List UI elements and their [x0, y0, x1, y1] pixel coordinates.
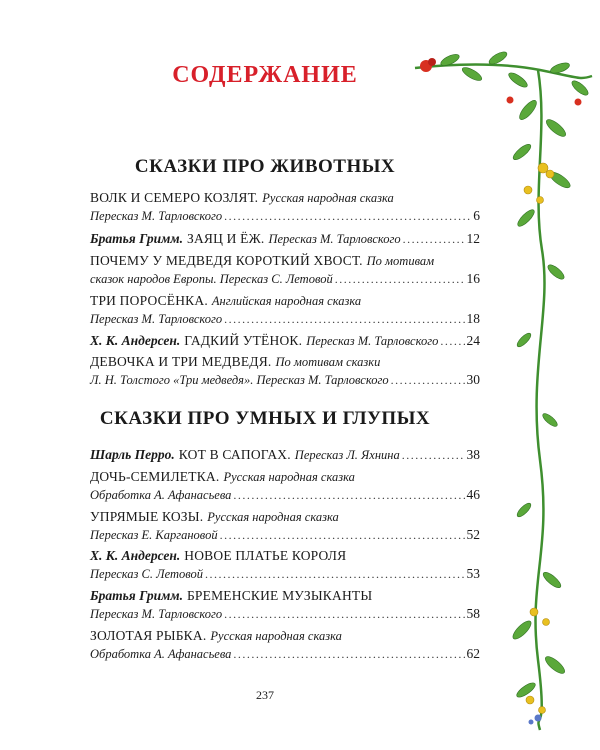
entry-author: Братья Гримм.: [90, 588, 183, 603]
entry-page: 18: [466, 311, 480, 326]
entry-author: Шарль Перро.: [90, 447, 175, 462]
entry-title: ПОЧЕМУ У МЕДВЕДЯ КОРОТКИЙ ХВОСТ.: [90, 253, 363, 268]
entry-line2: Пересказ М. Тарловского: [90, 312, 223, 326]
entry-line2: Л. Н. Толстого «Три медведя». Пересказ М. Тарловского: [90, 373, 389, 387]
entry-page: 62: [466, 646, 480, 661]
entry-page: 52: [466, 527, 480, 542]
entry-line2: сказок народов Европы. Пересказ С. Летовой: [90, 272, 333, 286]
entry-page: 30: [466, 372, 480, 387]
entry-line2: Пересказ Е. Каргановой: [90, 528, 218, 542]
entry-page: 46: [466, 487, 480, 502]
entry-author: Х. К. Андерсен.: [90, 548, 181, 563]
entry-page: 16: [466, 271, 480, 286]
entry-title: ЗАЯЦ И ЁЖ.: [186, 231, 265, 246]
entry-page: 53: [466, 566, 480, 581]
entry-title: КОТ В САПОГАХ.: [178, 447, 291, 462]
entry-author: Братья Гримм.: [90, 231, 183, 246]
page-number: 237: [256, 688, 274, 702]
entry-title: БРЕМЕНСКИЕ МУЗЫКАНТЫ: [186, 588, 373, 603]
entry-page: 12: [466, 231, 480, 246]
section-heading-animals: СКАЗКИ ПРО ЖИВОТНЫХ: [134, 156, 396, 177]
entry-title: ТРИ ПОРОСЁНКА.: [90, 293, 208, 308]
entry-title: ГАДКИЙ УТЁНОК.: [184, 333, 303, 348]
entry-title: ДОЧЬ-СЕМИЛЕТКА.: [90, 469, 220, 484]
entry-subtitle: Пересказ Л. Яхнина: [294, 448, 400, 462]
section-heading-smart-foolish: СКАЗКИ ПРО УМНЫХ И ГЛУПЫХ: [99, 408, 431, 429]
entry-title: НОВОЕ ПЛАТЬЕ КОРОЛЯ: [184, 548, 347, 563]
entry-title: ДЕВОЧКА И ТРИ МЕДВЕДЯ.: [90, 354, 272, 369]
entry-line2: Обработка А. Афанасьева: [90, 647, 232, 661]
yellow-flower-icon: [524, 163, 554, 714]
entry-subtitle: Русская народная сказка: [210, 629, 342, 643]
entry-subtitle: Пересказ М. Тарловского: [306, 334, 439, 348]
entry-page: 58: [466, 606, 480, 621]
entry-subtitle: Русская народная сказка: [223, 470, 355, 484]
entry-subtitle: По мотивам: [366, 254, 435, 268]
entry-page: 38: [466, 447, 480, 462]
entry-title: УПРЯМЫЕ КОЗЫ.: [90, 509, 204, 524]
vine-border-illustration: [410, 40, 600, 740]
entry-line2: Пересказ М. Тарловского: [90, 209, 223, 223]
entry-line2: Обработка А. Афанасьева: [90, 488, 232, 502]
entry-title: ЗОЛОТАЯ РЫБКА.: [90, 628, 207, 643]
entry-subtitle: По мотивам сказки: [275, 355, 381, 369]
entry-title: ВОЛК И СЕМЕРО КОЗЛЯТ.: [90, 190, 259, 205]
entry-page: 24: [466, 333, 480, 348]
entry-page: 6: [473, 208, 480, 223]
entry-subtitle: Пересказ М. Тарловского: [268, 232, 401, 246]
entry-line2: Пересказ С. Летовой: [90, 567, 204, 581]
entry-author: Х. К. Андерсен.: [90, 333, 181, 348]
entry-subtitle: Русская народная сказка: [207, 510, 339, 524]
entry-subtitle: Английская народная сказка: [211, 294, 362, 308]
entry-subtitle: Русская народная сказка: [262, 191, 394, 205]
page-title: СОДЕРЖАНИЕ: [172, 62, 358, 88]
entry-line2: Пересказ М. Тарловского: [90, 607, 223, 621]
